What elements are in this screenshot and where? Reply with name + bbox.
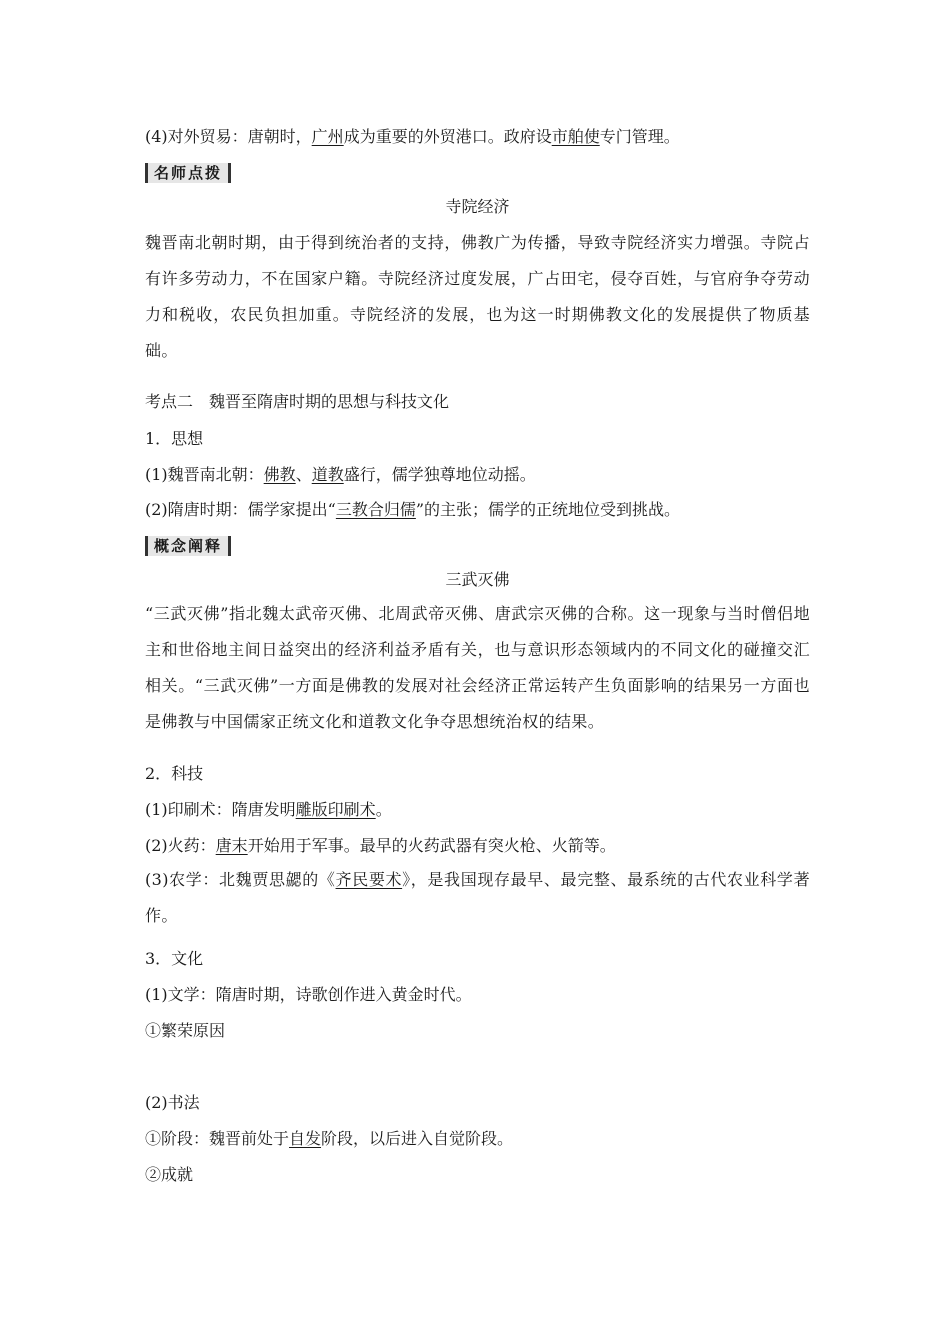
subsection-heading: 3．文化	[145, 949, 204, 968]
teacher-tip-tag	[145, 162, 231, 184]
trade-line: (4)对外贸易：唐朝时，广州成为重要的外贸港口。政府设市舶使专门管理。	[145, 127, 680, 146]
text-paragraph: (3)农学：北魏贾思勰的《齐民要术》，是我国现存最早、最完整、最系统的古代农业科学著作。	[145, 870, 810, 925]
underlined-term: 三教合归儒	[335, 500, 416, 519]
tag-label: 概念阐释	[148, 536, 228, 556]
tip-title: 寺院经济	[445, 197, 510, 216]
text-line: ①繁荣原因	[145, 1021, 226, 1040]
underlined-term: 广州	[311, 127, 344, 146]
concept-title: 三武灭佛	[445, 570, 510, 589]
underlined-term: 佛教	[263, 465, 296, 484]
underlined-term: 市舶使	[551, 127, 600, 146]
underlined-term: 自发	[289, 1129, 322, 1148]
text-line: (2)书法	[145, 1093, 200, 1112]
tag-bar-right	[228, 163, 231, 183]
underlined-term: 齐民要术	[335, 870, 403, 889]
tip-paragraph: 魏晋南北朝时期，由于得到统治者的支持，佛教广为传播，导致寺院经济实力增强。寺院占有许多劳动力，不在国家户籍。寺院经济过度发展，广占田宅，侵夺百姓，与官府争夺劳动力和税收，农民负担加重。寺院经济的发展，也为这一时期佛教文化的发展提供了物质基础。	[145, 233, 810, 360]
underlined-term: 雕版印刷术	[295, 800, 376, 819]
underlined-term: 唐末	[215, 836, 248, 855]
subsection-heading: 1．思想	[145, 429, 204, 448]
tag-bar-right	[228, 536, 231, 556]
text-line: (1)魏晋南北朝：佛教、道教盛行，儒学独尊地位动摇。	[145, 465, 536, 484]
subsection-heading: 2．科技	[145, 764, 204, 783]
text-line: ①阶段：魏晋前处于自发阶段，以后进入自觉阶段。	[145, 1129, 514, 1148]
tag-label: 名师点拨	[148, 163, 228, 183]
section-heading: 考点二 魏晋至隋唐时期的思想与科技文化	[145, 392, 450, 411]
text-line: (1)印刷术：隋唐发明雕版印刷术。	[145, 800, 392, 819]
text-line: (1)文学：隋唐时期，诗歌创作进入黄金时代。	[145, 985, 472, 1004]
underlined-term: 道教	[311, 465, 344, 484]
text-line: (2)火药：唐末开始用于军事。最早的火药武器有突火枪、火箭等。	[145, 836, 616, 855]
concept-tag	[145, 535, 231, 557]
concept-paragraph: “三武灭佛”指北魏太武帝灭佛、北周武帝灭佛、唐武宗灭佛的合称。这一现象与当时僧侣地主和世俗地主间日益突出的经济利益矛盾有关，也与意识形态领域内的不同文化的碰撞交汇相关。“三武灭佛”一方面是佛教的发展对社会经济正常运转产生负面影响的结果另一方面也是佛教与中国儒家正统文化和道教文化争夺思想统治权的结果。	[145, 604, 810, 731]
text-line: ②成就	[145, 1165, 194, 1184]
text-line: (2)隋唐时期：儒学家提出“三教合归儒”的主张；儒学的正统地位受到挑战。	[145, 500, 681, 519]
